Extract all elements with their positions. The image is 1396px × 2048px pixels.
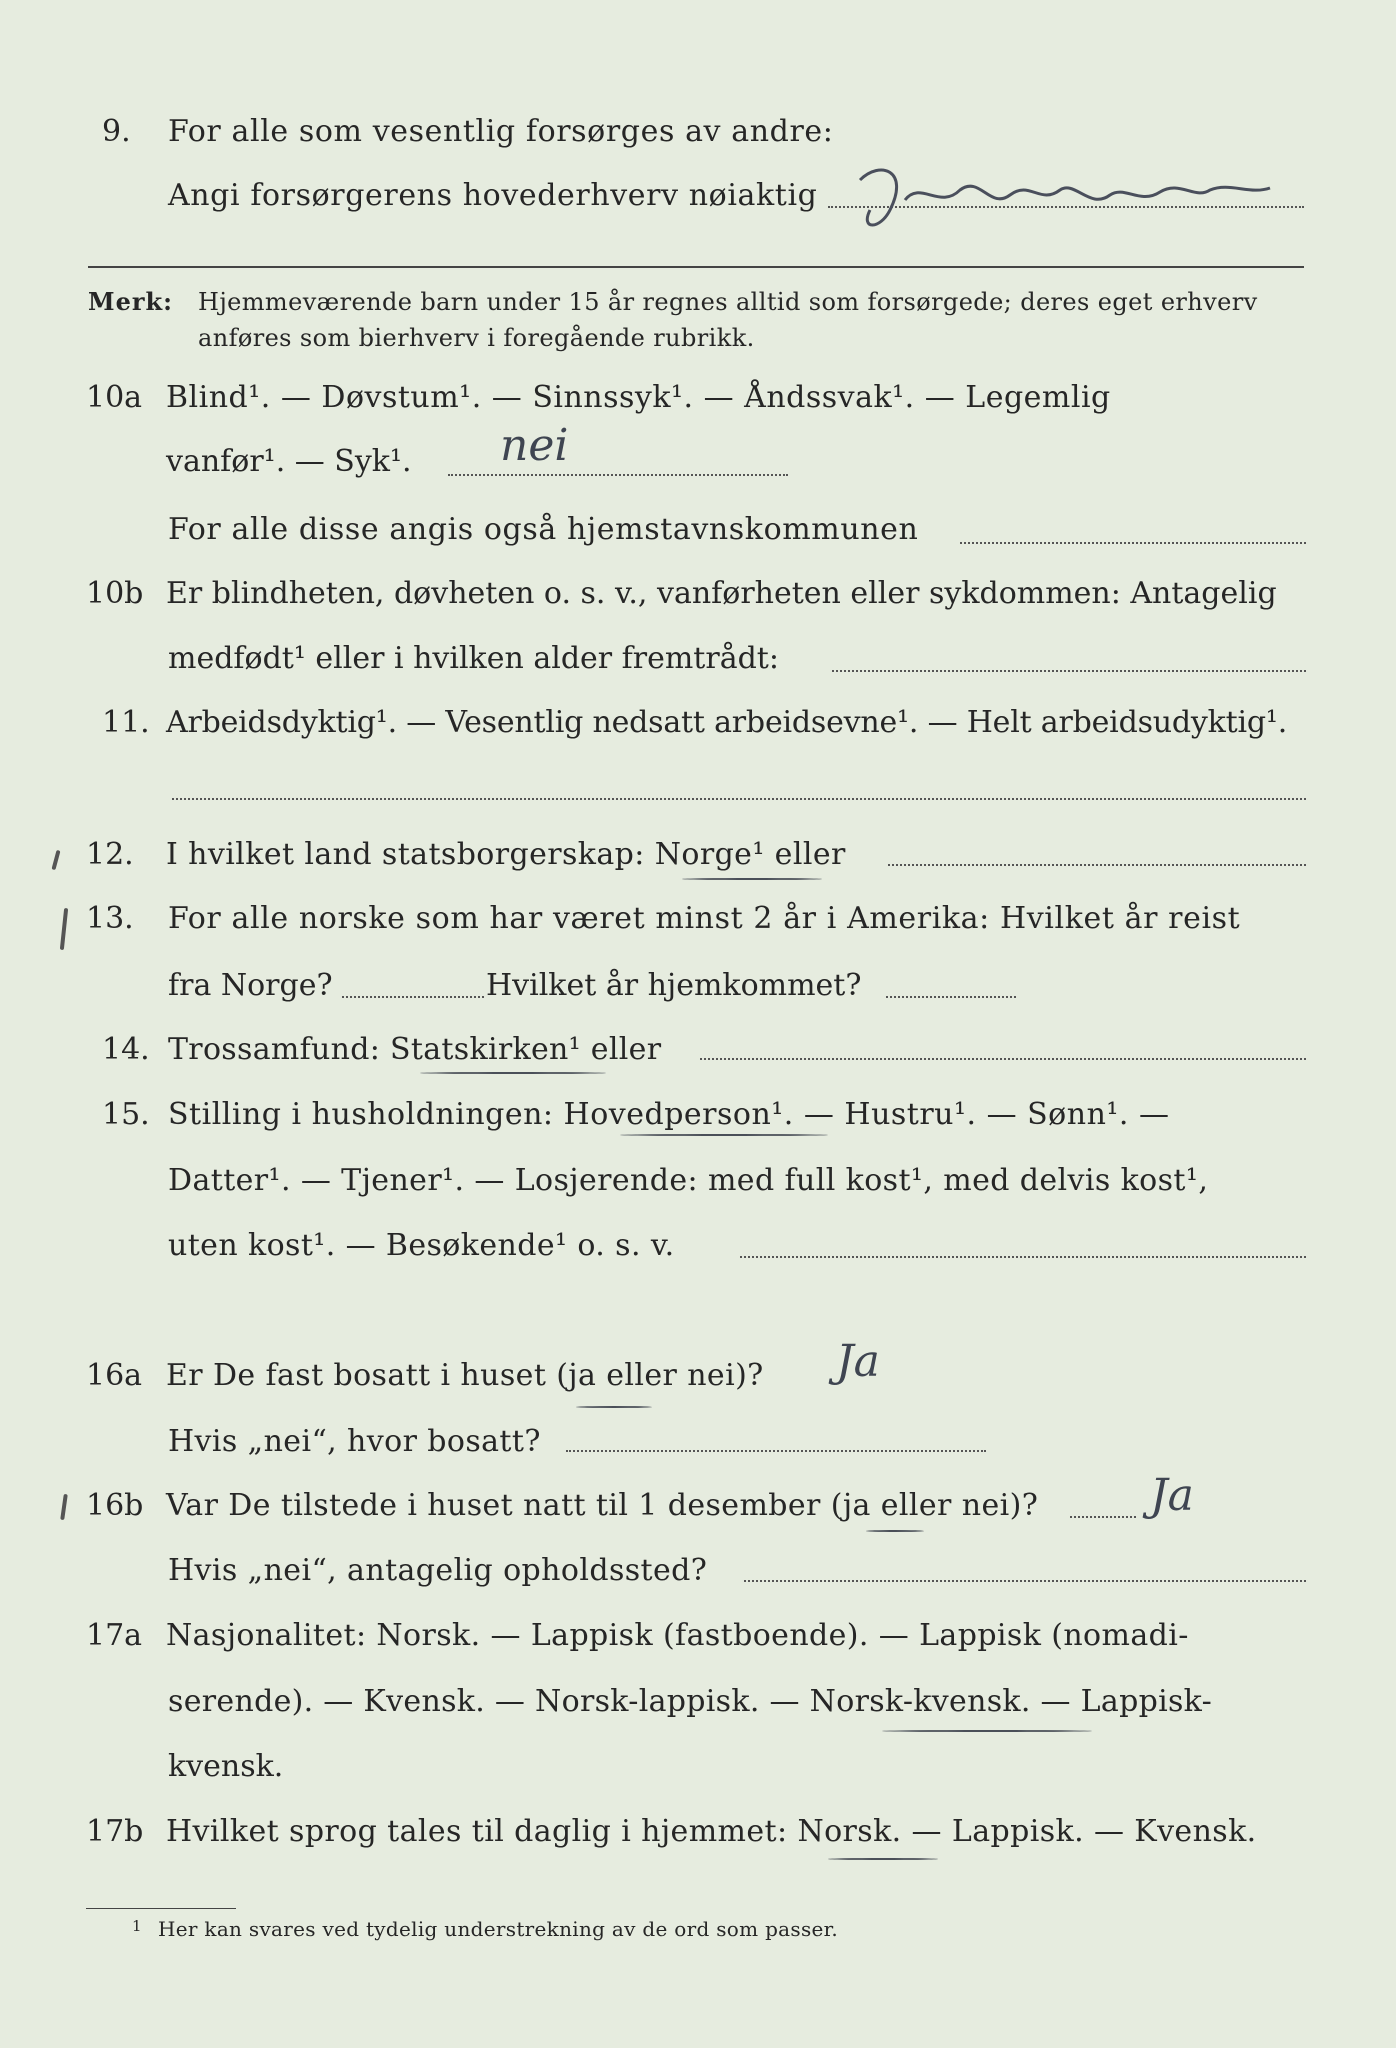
margin-tick-13 <box>60 908 68 950</box>
q13-line1: For alle norske som har været minst 2 år i Amerika: Hvilket år reist <box>168 901 1241 936</box>
q16b-handwritten-answer: Ja <box>1150 1470 1194 1521</box>
q11-number: 11. <box>102 705 150 740</box>
q17a-line2: serende). — Kvensk. — Norsk-lappisk. — Norsk-kvensk. — Lappisk- <box>168 1684 1213 1719</box>
q16a-handwritten-answer: Ja <box>836 1336 880 1387</box>
q10a-line3: For alle disse angis også hjemstavnskommunen <box>168 512 919 547</box>
q9-handwritten-answer <box>850 150 1290 250</box>
q10b-line1: Er blindheten, døvheten o. s. v., vanførheten eller sykdommen: Antagelig <box>166 576 1277 611</box>
q16a-ja-underline <box>576 1406 652 1408</box>
footnote-divider <box>86 1908 236 1909</box>
q17b-line1: Hvilket sprog tales til daglig i hjemmet: Norsk. — Lappisk. — Kvensk. <box>166 1814 1257 1849</box>
q10a-line1: Blind¹. — Døvstum¹. — Sinnssyk¹. — Åndssvak¹. — Legemlig <box>166 380 1111 415</box>
q17b-number: 17b <box>86 1814 144 1849</box>
q15-number: 15. <box>102 1097 150 1132</box>
q16a-number: 16a <box>86 1358 143 1393</box>
q16b-line1: Var De tilstede i huset natt til 1 desember (ja eller nei)? <box>166 1488 1039 1523</box>
section-divider <box>88 266 1304 268</box>
q15-hovedperson-underline <box>620 1134 828 1136</box>
q10b-line2: medfødt¹ eller i hvilken alder fremtrådt: <box>168 641 779 676</box>
q16b-number: 16b <box>86 1488 144 1523</box>
q12-line1: I hvilket land statsborgerskap: Norge¹ eller <box>166 837 846 872</box>
q17a-line1: Nasjonalitet: Norsk. — Lappisk (fastboende). — Lappisk (nomadi- <box>166 1618 1189 1653</box>
q13-hjemkommet-line <box>886 996 1016 998</box>
q16b-answer-line <box>1070 1516 1136 1518</box>
q12-number: 12. <box>86 837 134 872</box>
q10b-answer-line <box>832 670 1306 672</box>
q17a-number: 17a <box>86 1618 143 1653</box>
q11-answer-line <box>172 798 1306 800</box>
q15-line1: Stilling i husholdningen: Hovedperson¹. — Hustru¹. — Sønn¹. — <box>168 1097 1170 1132</box>
q10a-hjemstavn-line <box>960 542 1306 544</box>
q16b-ja-underline <box>866 1530 924 1532</box>
q13-line2a: fra Norge? <box>168 968 333 1003</box>
q12-norge-underline <box>682 878 822 880</box>
q14-line1: Trossamfund: Statskirken¹ eller <box>168 1032 662 1067</box>
q10b-number: 10b <box>86 576 144 611</box>
q13-number: 13. <box>86 901 134 936</box>
q10a-number: 10a <box>86 380 143 415</box>
q9-number: 9. <box>102 114 131 149</box>
q9-line2: Angi forsørgerens hovederhverv nøiaktig <box>168 178 818 213</box>
q15-line3: uten kost¹. — Besøkende¹ o. s. v. <box>168 1228 675 1263</box>
note-label: Merk: <box>88 287 173 316</box>
q15-answer-line <box>740 1256 1306 1258</box>
q9-line1: For alle som vesentlig forsørges av andre: <box>168 114 834 149</box>
q14-statskirken-underline <box>420 1072 606 1074</box>
note-line2: anføres som bierhverv i foregående rubrikk. <box>198 324 755 352</box>
q16a-answer-line <box>566 1450 986 1452</box>
note-line1: Hjemmeværende barn under 15 år regnes alltid som forsørgede; deres eget erhverv <box>198 288 1258 316</box>
q15-line2: Datter¹. — Tjener¹. — Losjerende: med full kost¹, med delvis kost¹, <box>168 1163 1209 1198</box>
q16a-line2: Hvis „nei“, hvor bosatt? <box>168 1424 541 1459</box>
q14-answer-line <box>700 1058 1306 1060</box>
q17a-norsk-kvensk-underline <box>882 1730 1092 1732</box>
q17b-norsk-underline <box>828 1858 938 1860</box>
q16b-opholdssted-line <box>744 1580 1306 1582</box>
footnote-mark: 1 <box>132 1917 142 1935</box>
margin-tick-16b <box>60 1494 68 1520</box>
q11-line1: Arbeidsdyktig¹. — Vesentlig nedsatt arbeidsevne¹. — Helt arbeidsudyktig¹. <box>166 705 1288 740</box>
q10a-answer-line <box>448 474 788 476</box>
footnote-text: Her kan svares ved tydelig understrekning av de ord som passer. <box>158 1917 838 1941</box>
q14-number: 14. <box>102 1032 150 1067</box>
q13-line2b: Hvilket år hjemkommet? <box>486 968 862 1003</box>
q16a-line1: Er De fast bosatt i huset (ja eller nei)? <box>166 1358 764 1393</box>
q13-reist-line <box>342 996 484 998</box>
q12-answer-line <box>888 864 1306 866</box>
q17a-line3: kvensk. <box>168 1749 284 1784</box>
q16b-line2: Hvis „nei“, antagelig opholdssted? <box>168 1553 708 1588</box>
margin-tick-12 <box>51 850 60 870</box>
q10a-handwritten-answer: nei <box>500 420 569 471</box>
q10a-line2: vanfør¹. — Syk¹. <box>166 444 412 479</box>
